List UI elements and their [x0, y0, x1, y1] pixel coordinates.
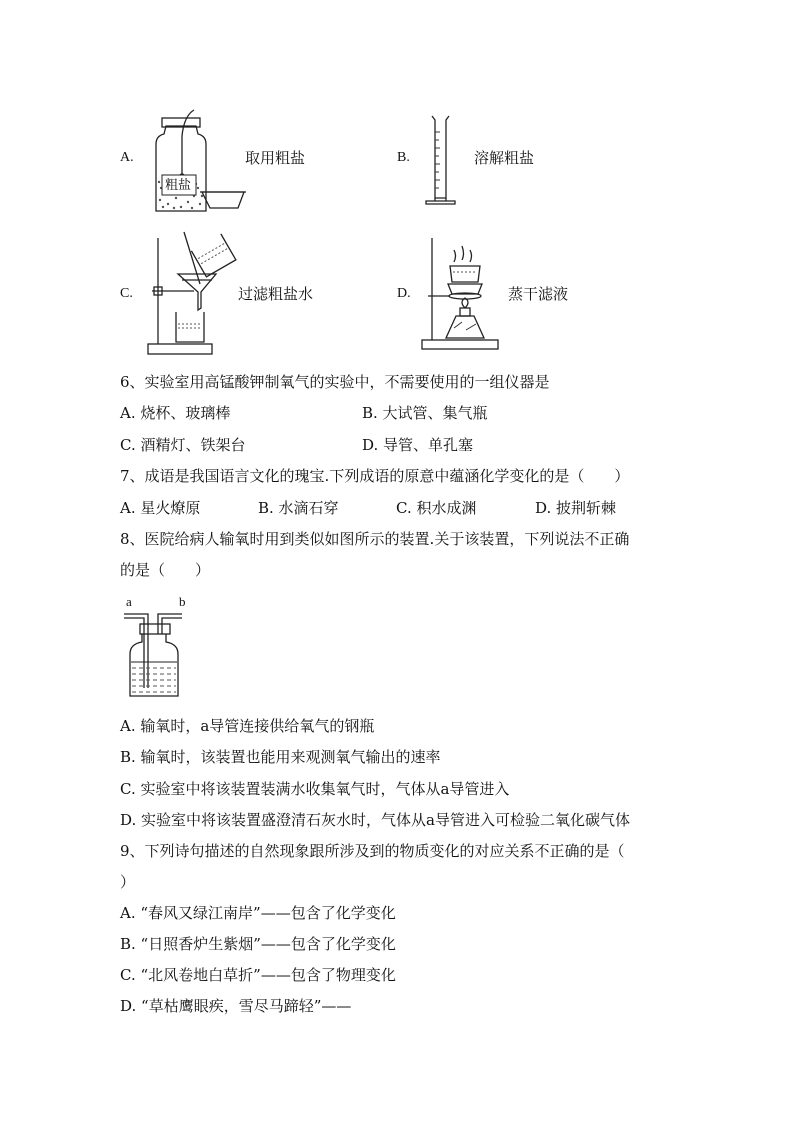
- question-7-option-a: A. 星火燎原: [120, 499, 201, 517]
- option-letter-c: C.: [120, 286, 133, 301]
- question-6-option-b: B. 大试管、集气瓶: [362, 404, 488, 422]
- question-6-option-c: C. 酒精灯、铁架台: [120, 436, 246, 454]
- question-7-option-c: C. 积水成渊: [396, 499, 477, 517]
- filtration-apparatus-icon: [146, 228, 242, 360]
- reagent-bottle-with-spoon-icon: [148, 108, 258, 216]
- option-caption-a: 取用粗盐: [245, 149, 306, 167]
- question-7-option-d: D. 披荆斩棘: [535, 499, 617, 517]
- option-caption-c: 过滤粗盐水: [238, 285, 314, 303]
- question-9-option-b: B. “日照香炉生紫烟”——包含了化学变化: [120, 935, 396, 953]
- option-letter-d: D.: [397, 286, 411, 301]
- question-9-option-d: D. “草枯鹰眼疾，雪尽马蹄轻”——: [120, 997, 352, 1015]
- question-7-stem: 7、成语是我国语言文化的瑰宝.下列成语的原意中蕴涵化学变化的是（ ）: [120, 467, 630, 485]
- question-8-stem-line-2: 的是（ ）: [120, 561, 211, 579]
- option-caption-b: 溶解粗盐: [474, 149, 535, 167]
- question-6-stem: 6、实验室用高锰酸钾制氧气的实验中，不需要使用的一组仪器是: [120, 373, 550, 391]
- option-caption-d: 蒸干滤液: [508, 285, 569, 303]
- question-8-option-d: D. 实验室中将该装置盛澄清石灰水时，气体从a导管进入可检验二氧化碳气体: [120, 811, 630, 829]
- question-8-stem-line-1: 8、医院给病人输氧时用到类似如图所示的装置.关于该装置，下列说法不正确: [120, 530, 630, 548]
- tube-label-a: a: [126, 594, 132, 609]
- measuring-cylinder-icon: [422, 112, 462, 210]
- evaporation-apparatus-icon: [420, 236, 504, 352]
- option-letter-a: A.: [120, 150, 134, 165]
- option-letter-b: B.: [397, 150, 410, 165]
- question-9-option-c: C. “北风卷地白草折”——包含了物理变化: [120, 966, 396, 984]
- gas-washing-bottle-icon: [120, 606, 190, 702]
- question-8-option-c: C. 实验室中将该装置装满水收集氧气时，气体从a导管进入: [120, 780, 510, 798]
- question-7-option-b: B. 水滴石穿: [258, 499, 339, 517]
- question-9-option-a: A. “春风又绿江南岸”——包含了化学变化: [120, 904, 396, 922]
- question-8-option-b: B. 输氧时，该装置也能用来观测氧气输出的速率: [120, 748, 441, 766]
- question-8-option-a: A. 输氧时，a导管连接供给氧气的钢瓶: [120, 717, 375, 735]
- question-6-option-d: D. 导管、单孔塞: [362, 436, 474, 454]
- tube-label-b: b: [179, 594, 186, 609]
- question-9-stem-line-1: 9、下列诗句描述的自然现象跟所涉及到的物质变化的对应关系不正确的是（: [120, 842, 625, 860]
- question-6-option-a: A. 烧杯、玻璃棒: [120, 404, 231, 422]
- jar-label: 粗盐: [165, 178, 192, 193]
- question-9-stem-line-2: ）: [120, 873, 136, 891]
